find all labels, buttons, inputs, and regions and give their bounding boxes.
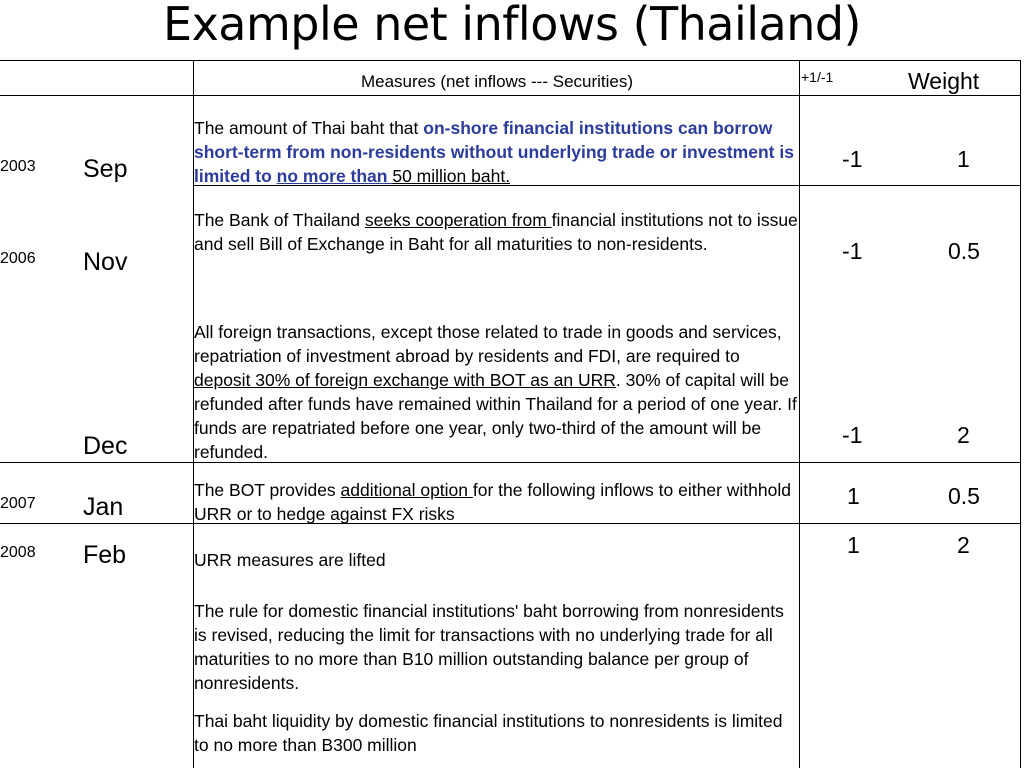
text-segment: . 30% of capital will be refunded after funds have remained within Thailand for a period of one year. If funds are repatriated before one year, only two-third of the amount will be refunded.: [194, 370, 797, 462]
row-sign: -1: [842, 238, 863, 264]
text-segment: All foreign transactions, except those related to trade in goods and services, repatriation of investment abroad by residents and FDI, are required to: [194, 322, 782, 366]
row-weight: 2: [957, 422, 970, 448]
row-description: [194, 320, 800, 464]
row-year: 2006: [0, 250, 36, 267]
row-description: URR measures are lifted: [194, 550, 386, 570]
row-description: [194, 116, 800, 188]
row-description: [194, 478, 800, 526]
row-month: Dec: [83, 432, 128, 460]
row-description: The rule for domestic financial institutions' baht borrowing from nonresidents is revised, reducing the limit for transactions with no underlying trade for all maturities to no more than B10 million outstanding balance per group of nonresidents.: [194, 601, 784, 693]
text-segment: The Bank of Thailand: [194, 210, 365, 230]
text-segment: for the following inflows to either withhold URR or to hedge against FX risks: [194, 480, 791, 524]
text-segment-underlined: seeks cooperation from: [364, 210, 552, 230]
row-month: Nov: [83, 248, 128, 276]
row-sign: 1: [847, 532, 860, 558]
text-segment: The amount of Thai baht that: [194, 118, 424, 138]
page-title: Example net inflows (Thailand): [163, 0, 861, 51]
row-sign: 1: [847, 483, 860, 509]
row-weight: 0.5: [948, 238, 980, 264]
row-month: Jan: [83, 493, 124, 521]
row-month: Sep: [83, 155, 128, 183]
row-description: [194, 208, 800, 256]
row-sign: -1: [842, 146, 863, 172]
row-sign: -1: [842, 422, 863, 448]
text-segment-underlined: 50 million baht.: [392, 166, 511, 186]
header-measures: Measures (net inflows --- Securities): [360, 72, 634, 91]
row-year: 2007: [0, 495, 36, 512]
header-sign: +1/-1: [801, 69, 834, 85]
row-weight: 2: [957, 532, 970, 558]
table-top-border: [0, 60, 1021, 61]
row-year: 2008: [0, 544, 36, 561]
header-weight: Weight: [908, 68, 980, 94]
row-year: 2003: [0, 158, 36, 175]
row-description: Thai baht liquidity by domestic financial institutions to nonresidents is limited to no more than B300 million: [194, 711, 783, 755]
text-segment-emphasis: on-shore financial institutions can borrow short-term from non-residents without underlying trade or investment is limited to: [194, 118, 794, 186]
col-border-right: [1020, 60, 1021, 768]
row-month: Feb: [83, 541, 127, 569]
text-segment: financial institutions not to issue and sell Bill of Exchange in Baht for all maturities to non-residents.: [194, 210, 798, 254]
row-weight: 1: [957, 146, 970, 172]
text-segment-underlined: additional option: [340, 480, 473, 500]
header-bottom-border: [0, 95, 1021, 96]
row-weight: 0.5: [948, 483, 980, 509]
text-segment: The BOT provides: [194, 480, 341, 500]
text-segment-emphasis-underlined: no more than: [276, 166, 393, 186]
text-segment-underlined: deposit 30% of foreign exchange with BOT as an URR: [194, 370, 616, 390]
